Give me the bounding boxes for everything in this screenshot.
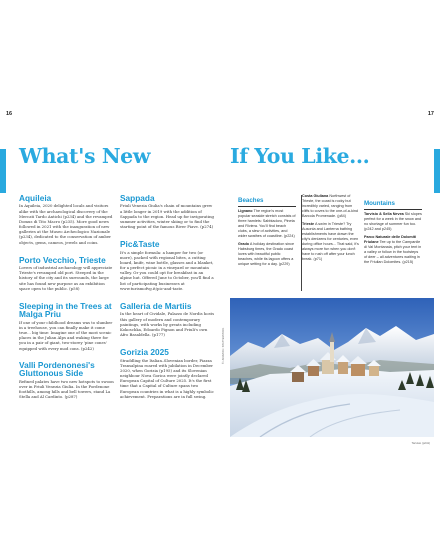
section-heading: Gorizia 2025: [120, 347, 169, 358]
entry-lead: Trieste: [302, 222, 315, 226]
right-column-1: [238, 198, 296, 267]
section-text: Lovers of industrial archaeology will appreciate Trieste's revamped old port. Steeped in the history of the city and its surrounds, the large site has found new purpose as an exhibition space open to the public. (p58): [19, 265, 113, 291]
entry-text: A swim in Trieste? Try Ausonia and Lanterna bathing establishments have drawn the city's denizens for centuries, even during office hours... That said, it's always more fun when you don't have to rush off after your lunch break. (p71): [302, 222, 359, 261]
photo-caption: Tarvisio (p241): [411, 441, 430, 445]
page-title-whats-new: What's New: [19, 144, 151, 168]
snowy-village-photo: [230, 298, 434, 437]
left-column-1: [19, 194, 114, 399]
entry-text: Northwest of Trieste, the coast is rocky but incredibly varied, ranging from cliffs to coves to the one-of-a-kind Barcola Promenade. (p84): [302, 194, 359, 218]
section-text: Straddling the Italian–Slovenian border, Piazza Transalpina roared with jubilation in December 2020, when Gorizia (p195) and its Slovenian neighbour Nova Gorica were jointly declared European Capital of Culture 2025. It's the first time that a Capital of Culture spans two European countries in what is a highly symbolic achievement. Preparations are in full swing.: [120, 357, 214, 399]
section-text: In Aquileia, 2020 delighted locals and visitors alike with the archaeological discovery of the Mercati Tardo Antichi (p234) and the revamped Domus di Tito Macro (p235). More good news followed in 2021 with the inauguration of new galleries at the Museo Archeologico Nazionale (p234), dedicated to the conservation of amber objects, gems, cameos, jewels and coins.: [19, 203, 113, 245]
category-heading-mountains: Mountains: [364, 200, 395, 207]
section-heading: Sappada: [120, 193, 155, 203]
entry-text: The region's most popular seaside stretch consists of three hamlets: Sabbiadoro, Pineta and Riviera. You'll find beach clubs, a slew of activities, and wider swathes of coastline. (p224): [238, 209, 296, 239]
entry-lead: Tarvisio & Sella Nevea: [364, 212, 404, 217]
photo-tarvisio: [230, 298, 434, 437]
right-column-2: [302, 194, 359, 262]
page-number-left: 16: [6, 111, 13, 117]
photo-credit: © LINDAHOR / SHUTTERSTOCK: [222, 327, 225, 364]
entry-lead: Lignano: [238, 209, 253, 214]
entry-text: A holiday destination since Habsburg times, the Grado coast loves with beautiful public beaches, while its lagoon offers a unique setting for a day. (p229): [238, 242, 295, 267]
section-text: It's a simple formula: a hamper for two (or more), packed with regional bites, a cutting board, knife, wine bottle, glasses and a blanket, for a perfect picnic in a vineyard or mountain valley. Or you could opt for breakfast in an alpine hut. Offered June to October, you'll find a list of participating businesses at www.turismofvg.it/pic-and-taste.: [120, 249, 214, 291]
section-heading: Pic&Taste: [120, 239, 160, 250]
section-heading: Galleria de Martiis: [120, 300, 192, 311]
entry-lead: Costa Giuliana: [302, 194, 329, 198]
right-edge-tab: [434, 149, 440, 193]
entry: [302, 222, 359, 262]
entry: [364, 235, 422, 265]
entry: [364, 212, 422, 232]
category-heading-beaches: Beaches: [238, 197, 264, 204]
left-edge-tab: [0, 149, 6, 193]
page-title-if-you-like: If You Like...: [230, 144, 370, 168]
entry-lead: Parco Naturale delle Dolomiti Friulane: [364, 235, 417, 245]
entry: [238, 209, 296, 239]
entry-lead: Grado: [238, 242, 250, 247]
entry-text: Ski slopes perfect for a week in the snow and no shortage of summer fun too. (p242 and p245): [364, 212, 422, 232]
section-heading: Aquileia: [19, 193, 52, 203]
entry: [302, 194, 359, 219]
section-text: Friuli Venezia Giulia's chain of mountains grew a little longer in 2019 with the addition of Sappada to the region. Head up for invigorating summer activities, winter skiing or to find the starting point of the famous River Piave. (p274): [120, 203, 215, 230]
section-heading: Porto Vecchio, Trieste: [19, 254, 106, 265]
right-column-3: [364, 201, 422, 265]
section-text: In the heart of Cividale, Palazzo de Nordis hosts this gallery of modern and contemporary paintings, with works by greats including Kokoschka, Edoardo Pignon and Friuli's own Afro Basaldella. (p177): [120, 311, 215, 338]
page-number-right: 17: [427, 111, 434, 117]
left-column-2: [120, 194, 215, 399]
section-text: If one of your childhood dreams was to slumber in a treehouse, you can finally make it come true... big time: Imagine one of the most scenic places in the Julian Alps and waking there for you in a pair of giant, two-storey 'pine cones' equipped with every mod cons. (p242): [19, 319, 113, 351]
entry-text: Tee up to the Campanile di Val Montanaia, pitch your tent in a valley or follow in the footsteps of deer – all adventures waiting in the Friulian Dolomites. (p215): [364, 240, 422, 265]
section-heading: Valli Pordenonesi's Gluttonous Side: [19, 359, 95, 379]
section-heading: Sleeping in the Trees at Malga Priu: [19, 300, 112, 320]
entry: [238, 242, 296, 267]
section-text: Refined palates have two new hotspots to swoon over in Friuli Venezia Giulia. In the Pordenone foothills, among hills and bell towers, stand La Stella and Al Cardinto. (p287): [19, 378, 114, 400]
